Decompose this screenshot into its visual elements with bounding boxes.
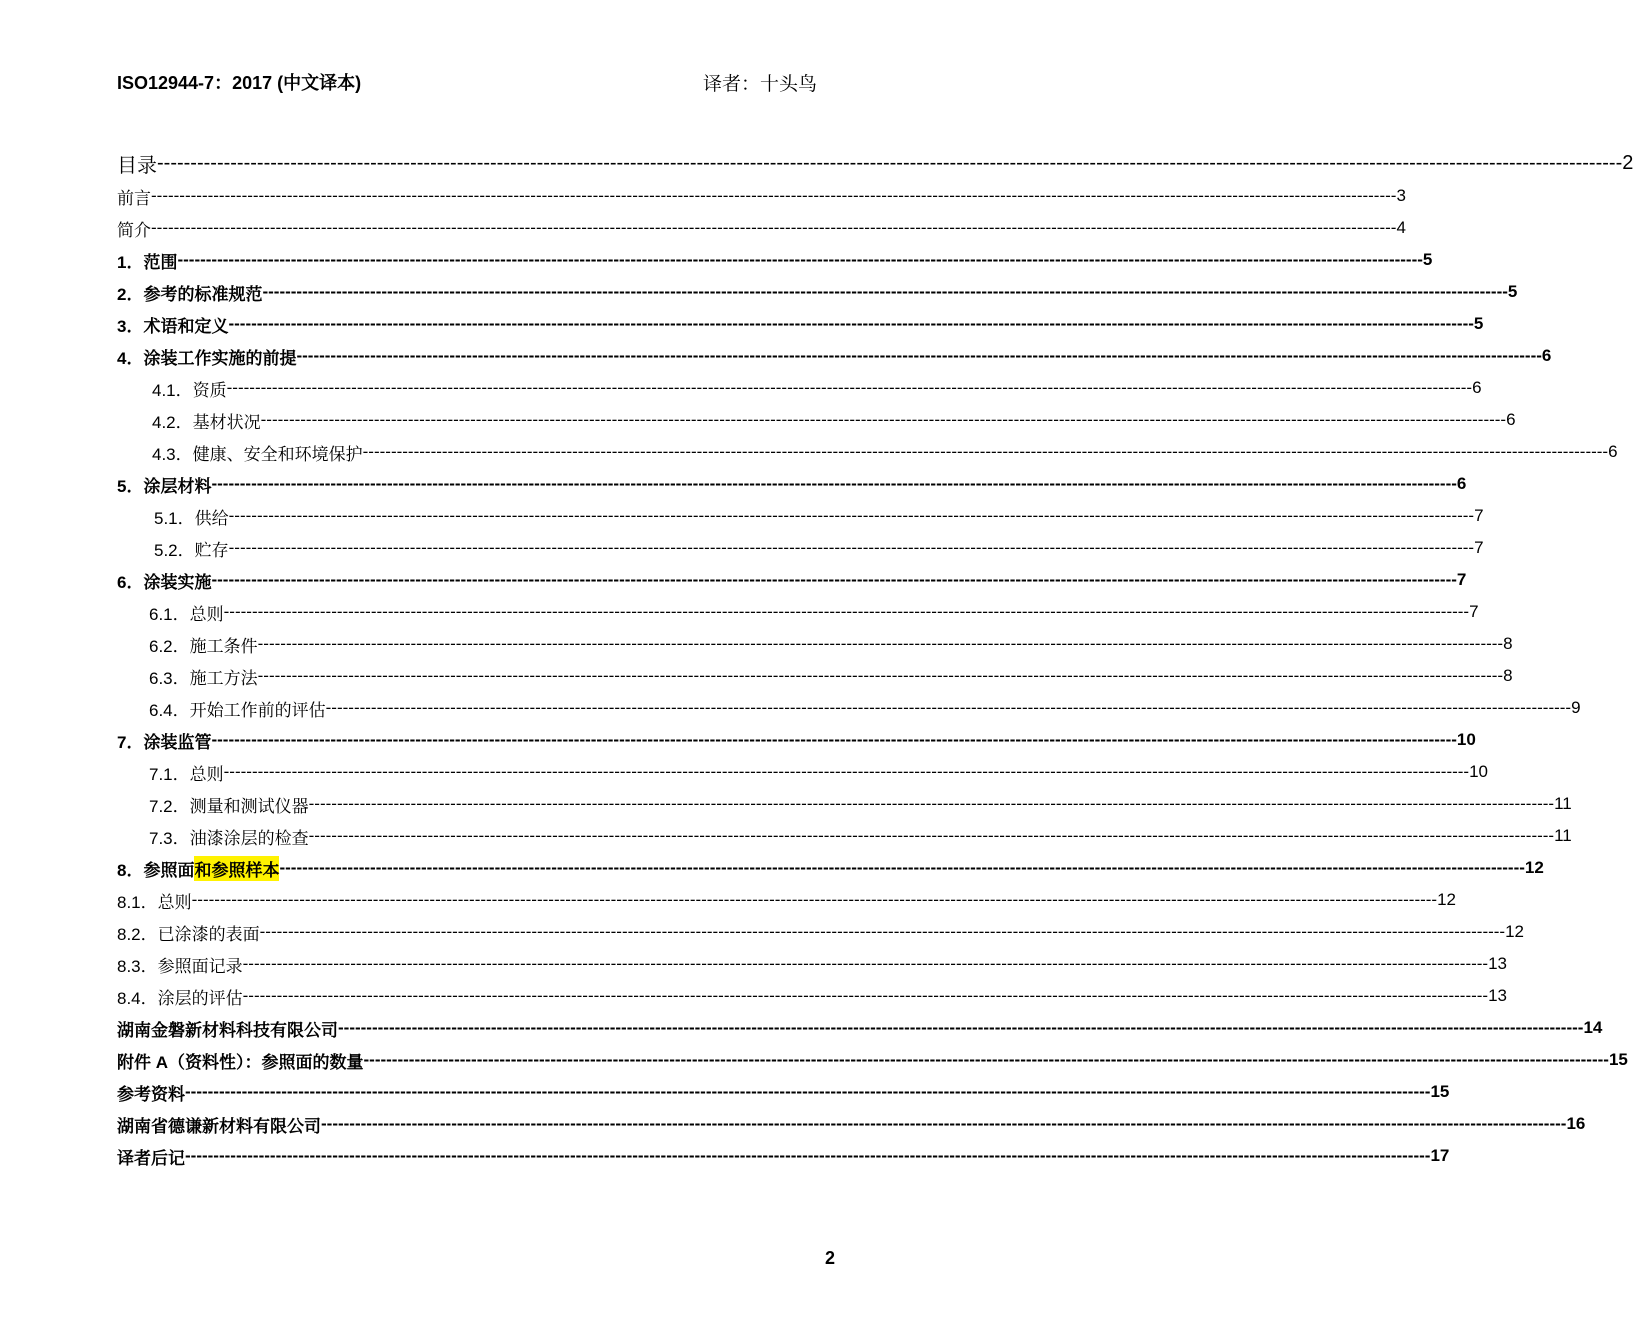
toc-entry[interactable]: [117, 146, 1633, 180]
toc-entry-label: 6．涂装实施: [117, 572, 212, 592]
toc-entry-page: 7: [1469, 602, 1479, 621]
toc-entry-page: 7: [1474, 506, 1484, 525]
toc-dot-leader: ----------------------------------------------------------------------------------------------------------------------------------------------------------------------------------------------------------------------------: [308, 826, 1555, 845]
toc-entry[interactable]: [117, 404, 1516, 436]
toc-entry-label: 简介: [117, 220, 151, 240]
toc-entry[interactable]: [117, 596, 1479, 628]
toc-dot-leader: ----------------------------------------------------------------------------------------------------------------------------------------------------------------------------------------------------------------------------: [362, 442, 1609, 461]
toc-entry-page: 12: [1524, 858, 1544, 877]
toc-entry-page: 7: [1456, 570, 1467, 589]
toc-entry-label: 1．范围: [117, 252, 178, 272]
toc-entry-label: 7.3．油漆涂层的检查: [149, 828, 309, 848]
toc-entry-page: 11: [1554, 794, 1572, 813]
toc-dot-leader: ----------------------------------------------------------------------------------------------------------------------------------------------------------------------------------------------------------------------------: [185, 1146, 1431, 1165]
toc-dot-leader: ----------------------------------------------------------------------------------------------------------------------------------------------------------------------------------------------------------------------------: [242, 986, 1489, 1005]
toc-entry-page: 7: [1474, 538, 1484, 557]
toc-entry-label: 目录: [117, 154, 157, 177]
toc-entry-page: 14: [1583, 1018, 1603, 1037]
toc-entry-label: 5.2．贮存: [154, 540, 229, 560]
toc-entry[interactable]: [117, 724, 1476, 756]
toc-entry-page: 16: [1566, 1114, 1586, 1133]
toc-entry-label: 6.2．施工条件: [149, 636, 258, 656]
toc-dot-leader: ----------------------------------------------------------------------------------------------------------------------------------------------------------------------------------------------------------------------------: [151, 218, 1397, 237]
toc-entry-label: 6.4．开始工作前的评估: [149, 700, 326, 720]
toc-entry[interactable]: [117, 468, 1467, 500]
toc-entry-page: 10: [1456, 730, 1476, 749]
toc-entry-page: 2: [1622, 151, 1633, 174]
toc-dot-leader: ----------------------------------------------------------------------------------------------------------------------------------------------------------------------------------------------------------------------------: [228, 314, 1474, 333]
toc-dot-leader: ----------------------------------------------------------------------------------------------------------------------------------------------------------------------------------------------------------------------------: [228, 506, 1475, 525]
toc-dot-leader: ----------------------------------------------------------------------------------------------------------------------------------------------------------------------------------------------------------------------------: [191, 890, 1438, 909]
toc-entry-label: 8.4．涂层的评估: [117, 988, 243, 1008]
toc-entry-page: 15: [1608, 1050, 1628, 1069]
toc-entry-page: 9: [1571, 698, 1581, 717]
page-number: 2: [824, 1248, 835, 1268]
toc-entry-label: 7.1．总则: [149, 764, 224, 784]
toc-entry-label: 湖南金磐新材料科技有限公司: [117, 1020, 338, 1040]
toc-entry-page: 13: [1488, 954, 1508, 973]
toc-entry-label: 7.2．测量和测试仪器: [149, 796, 309, 816]
toc-entry[interactable]: [117, 276, 1518, 308]
toc-dot-leader: ----------------------------------------------------------------------------------------------------------------------------------------------------------------------------------------------------------------------------: [223, 762, 1470, 781]
toc-entry-page: 5: [1422, 250, 1433, 269]
toc-entry[interactable]: [117, 852, 1544, 884]
toc-entry-page: 12: [1437, 890, 1457, 909]
toc-entry-label: 前言: [117, 188, 151, 208]
toc-entry[interactable]: [117, 820, 1572, 852]
toc-entry-label: 8．参照面: [117, 860, 195, 880]
toc-entry[interactable]: [117, 1140, 1450, 1172]
toc-dot-leader: ----------------------------------------------------------------------------------------------------------------------------------------------------------------------------------------------------------------------------: [321, 1114, 1567, 1133]
toc-entry-page: 4: [1396, 218, 1406, 237]
toc-entry-page: 8: [1503, 666, 1513, 685]
toc-entry[interactable]: [117, 884, 1457, 916]
toc-dot-leader: ----------------------------------------------------------------------------------------------------------------------------------------------------------------------------------------------------------------------------: [257, 634, 1504, 653]
toc-entry-label: 7．涂装监管: [117, 732, 212, 752]
toc-dot-leader: ----------------------------------------------------------------------------------------------------------------------------------------------------------------------------------------------------------------------------: [226, 378, 1473, 397]
toc-entry[interactable]: [117, 180, 1406, 212]
toc-entry-label: 6.3．施工方法: [149, 668, 258, 688]
toc-entry-label: 4.2．基材状况: [152, 412, 261, 432]
toc-entry-label: 8.3．参照面记录: [117, 956, 243, 976]
toc-entry[interactable]: [117, 372, 1482, 404]
toc-entry-label: 附件 A（资料性）：参照面的数量: [117, 1052, 364, 1072]
toc-dot-leader: ----------------------------------------------------------------------------------------------------------------------------------------------------------------------------------------------------------------------------: [296, 346, 1542, 365]
toc-entry-label: 8.1．总则: [117, 892, 192, 912]
toc-entry-page: 8: [1503, 634, 1513, 653]
toc-dot-leader: ----------------------------------------------------------------------------------------------------------------------------------------------------------------------------------------------------------------------------: [260, 410, 1507, 429]
toc-entry[interactable]: [117, 436, 1618, 468]
toc-dot-leader: ----------------------------------------------------------------------------------------------------------------------------------------------------------------------------------------------------------------------------: [211, 730, 1457, 749]
toc-entry-page: 13: [1488, 986, 1508, 1005]
toc-entry[interactable]: [117, 788, 1572, 820]
toc-entry-page: 17: [1430, 1146, 1450, 1165]
toc-entry-label: 3．术语和定义: [117, 316, 229, 336]
toc-entry-label: 4.1．资质: [152, 380, 227, 400]
toc-entry-page: 6: [1456, 474, 1467, 493]
toc-entry[interactable]: [117, 1012, 1603, 1044]
toc-entry[interactable]: [117, 340, 1552, 372]
toc-entry-page: 15: [1430, 1082, 1450, 1101]
toc-dot-leader: ----------------------------------------------------------------------------------------------------------------------------------------------------------------------------------------------------------------------------: [257, 666, 1504, 685]
toc-dot-leader: ----------------------------------------------------------------------------------------------------------------------------------------------------------------------------------------------------------------------------: [151, 186, 1397, 205]
header-title: ISO12944-7：2017 (中文译本): [117, 73, 362, 93]
toc-entry-page: 10: [1469, 762, 1489, 781]
toc-dot-leader: ----------------------------------------------------------------------------------------------------------------------------------------------------------------------------------------------------------------------------: [242, 954, 1489, 973]
toc-entry-label: 6.1．总则: [149, 604, 224, 624]
toc-dot-leader: ----------------------------------------------------------------------------------------------------------------------------------------------------------------------------------------------------------------------------: [338, 1018, 1584, 1037]
toc-entry-page: 6: [1506, 410, 1516, 429]
toc-dot-leader: ----------------------------------------------------------------------------------------------------------------------------------------------------------------------------------------------------------------------------: [228, 538, 1475, 557]
toc-entry[interactable]: [117, 756, 1489, 788]
toc-entry[interactable]: [117, 692, 1581, 724]
toc-dot-leader: ----------------------------------------------------------------------------------------------------------------------------------------------------------------------------------------------------------------------------: [325, 698, 1572, 717]
toc-entry-label: 湖南省德谦新材料有限公司: [117, 1116, 321, 1136]
toc-entry[interactable]: [117, 564, 1467, 596]
toc-entry-page: 11: [1554, 826, 1572, 845]
toc-entry[interactable]: [117, 660, 1513, 692]
toc-entry-label: 参考资料: [117, 1084, 185, 1104]
toc-dot-leader: ----------------------------------------------------------------------------------------------------------------------------------------------------------------------------------------------------------------------------: [185, 1082, 1431, 1101]
toc-entry[interactable]: [117, 212, 1406, 244]
toc-dot-leader: ----------------------------------------------------------------------------------------------------------------------------------------------------------------------------------------------------------------------------: [279, 858, 1525, 877]
toc-entry-label: 译者后记: [117, 1148, 185, 1168]
toc-entry[interactable]: [117, 308, 1484, 340]
toc-entry-label: 4．涂装工作实施的前提: [117, 348, 297, 368]
toc-dot-leader: ----------------------------------------------------------------------------------------------------------------------------------------------------------------------------------------------------------------------------: [177, 250, 1423, 269]
toc-entry-highlight: 和参照样本: [194, 856, 279, 881]
toc-dot-leader: ----------------------------------------------------------------------------------------------------------------------------------------------------------------------------------------------------------------------------: [363, 1050, 1609, 1069]
toc-entry-page: 6: [1541, 346, 1552, 365]
table-of-contents: [117, 146, 1633, 1172]
toc-dot-leader: ----------------------------------------------------------------------------------------------------------------------------------------------------------------------------------------------------------------------------: [157, 151, 1623, 174]
toc-entry-label: 4.3．健康、安全和环境保护: [152, 444, 363, 464]
toc-entry-label: 2．参考的标准规范: [117, 284, 263, 304]
toc-entry-page: 6: [1608, 442, 1618, 461]
toc-entry[interactable]: [117, 1044, 1628, 1076]
toc-entry[interactable]: [117, 1076, 1450, 1108]
toc-entry-page: 3: [1396, 186, 1406, 205]
toc-entry[interactable]: [117, 628, 1513, 660]
toc-entry-page: 5: [1507, 282, 1518, 301]
toc-dot-leader: ----------------------------------------------------------------------------------------------------------------------------------------------------------------------------------------------------------------------------: [211, 474, 1457, 493]
toc-dot-leader: ----------------------------------------------------------------------------------------------------------------------------------------------------------------------------------------------------------------------------: [259, 922, 1506, 941]
toc-entry[interactable]: [117, 532, 1484, 564]
toc-entry-page: 6: [1472, 378, 1482, 397]
toc-entry[interactable]: [117, 1108, 1586, 1140]
toc-entry-label: 5．涂层材料: [117, 476, 212, 496]
toc-dot-leader: ----------------------------------------------------------------------------------------------------------------------------------------------------------------------------------------------------------------------------: [262, 282, 1508, 301]
toc-dot-leader: ----------------------------------------------------------------------------------------------------------------------------------------------------------------------------------------------------------------------------: [308, 794, 1555, 813]
toc-entry[interactable]: [117, 916, 1525, 948]
toc-entry[interactable]: [117, 500, 1484, 532]
toc-entry[interactable]: [117, 948, 1508, 980]
toc-dot-leader: ----------------------------------------------------------------------------------------------------------------------------------------------------------------------------------------------------------------------------: [211, 570, 1457, 589]
toc-dot-leader: ----------------------------------------------------------------------------------------------------------------------------------------------------------------------------------------------------------------------------: [223, 602, 1470, 621]
toc-entry-page: 12: [1505, 922, 1525, 941]
toc-entry[interactable]: [117, 980, 1508, 1012]
toc-entry-label: 5.1．供给: [154, 508, 229, 528]
header-translator: 译者：十头鸟: [702, 74, 817, 95]
toc-entry-label: 8.2．已涂漆的表面: [117, 924, 260, 944]
toc-entry[interactable]: [117, 244, 1433, 276]
toc-entry-page: 5: [1473, 314, 1484, 333]
